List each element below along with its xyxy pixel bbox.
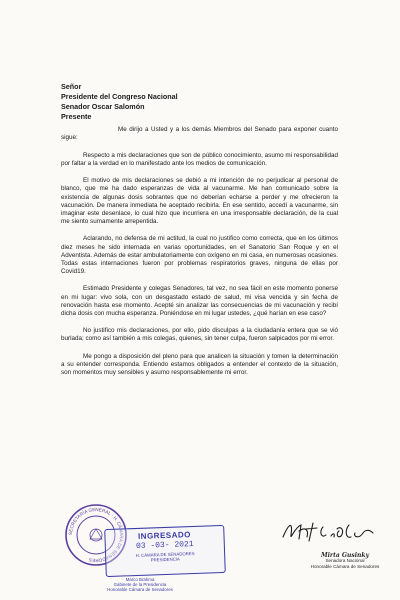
addressee-name: Senador Oscar Salomón [61,102,145,111]
paragraph: Me pongo a disposición del pleno para que analicen la situación y tomen la determinación a su entender corresponda. Entiendo estamos obligados a entender el contexto de la situación, son momentos muy sensibles y asumo responsablemente mi error. [61,352,338,377]
paragraph: Estimado Presidente y colegas Senadores, tal vez, no sea fácil en este momento ponerse en mi lugar: vivo sola, con un desgastado estado de salud, mi visa vencida y sin fecha de renovación hasta ese momento. Acepté sin analizar las consecuencias de mi vacunación y recibí dicha dosis con mucha esperanza. Poniéndose en mi lugar ustedes, ¿qué harían en ese caso? [61,285,338,317]
seal-ring-text: SECRETARÍA GENERAL · H. CÁMARA DE SENADORES · [67,506,125,564]
secretary-name: Marco Brahma [125,577,155,582]
paragraph: Respecto a mis declaraciones que son de público conocimiento, asumo mi responsabilidad por faltar a la verdad en lo manifestado ante los medios de comunicación. [61,151,338,167]
letter-body [61,126,338,387]
received-stamp [104,525,226,577]
addressee-presente: Presente [61,112,92,121]
stamp-office: H. CÁMARA DE SENADORES [135,550,195,559]
signer-name: Mirta Gusinky [321,552,369,559]
paragraph: El motivo de mis declaraciones se debió a mi intención de no perjudicar al personal de blanco, que me ha dado esperanzas de vida al vacunarme. Me han comunicado sobre la existencia de algunas dosis sobrantes que no deberían echarse a perder y me ofrecieron la vacunación. De manera inmediata he aceptado recibirla. En ese sentido, accedí a vacunarme, sin imaginar este desenlace, lo cual hizo que incurriera en una irresponsable declaración, de la cual me siento sumamente arrepentida. [61,177,338,225]
signer-block [296,553,394,569]
stamp-label: INGRESADO [137,530,192,541]
handwritten-signature-icon [279,515,379,547]
paragraph: Me dirijo a Usted y a los demás Miembros del Senado para exponer cuanto sigue: [61,126,338,142]
secretary-institution: Honorable Cámara de Senadores [107,587,173,593]
secretary-role: Gabinete de la Presidencia [113,582,167,588]
paragraph: Aclarando, no defensa de mi actitud, la cual no justifico como correcta, que en los últimos diez meses he sido internada en varias oportunidades, en el Sanatorio San Roque y en el Adventista. Además de estar ambulatoriamente con oxígeno en mi casa, en numerosas ocasiones. Todas estas internaciones fueron por problemas respiratorios graves, ninguna de ellas por Covid19. [61,235,338,275]
paragraph: No justifico mis declaraciones, por ello, pido disculpas a la ciudadanía entera que se vió burlada; como así también a mis colegas, quienes, sin tener culpa, fueron salpicados por mi error. [61,327,338,343]
stamp-office-sub: PRESIDENCIA [150,556,180,563]
addressee-title: Presidente del Congreso Nacional [61,92,178,101]
salutation: Señor [61,82,82,91]
stamp-date: 03 -03- 2021 [135,540,194,552]
secretary-block [90,577,190,593]
signer-institution: Honorable Cámara de Senadores [310,563,380,569]
signer-title: Senadora Nacional [325,558,365,564]
addressee-block [61,82,178,122]
